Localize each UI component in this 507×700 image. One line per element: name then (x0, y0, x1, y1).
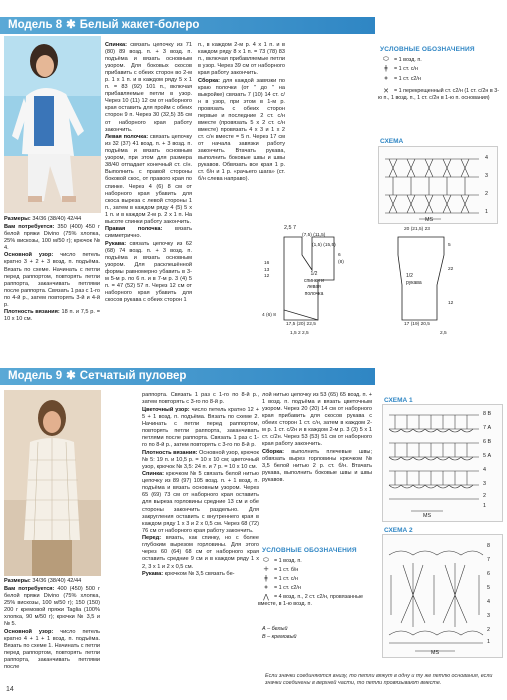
model-8-number: Модель 8 (8, 19, 63, 31)
legend-color-b: В – кремовый (262, 634, 297, 640)
back-label-bottom: 17,5 (20) 22,5 (286, 322, 316, 327)
scheme-row-1: 1 (485, 209, 488, 215)
page-number: 14 (6, 686, 14, 693)
sleeve-label-2-5: 2,5 (440, 331, 447, 336)
legend-crossed: ✕ = 1 перекрещенный ст. с2/н (1 ст. с/2н в 3-ю п., 1 возд. п., 1 ст. с/2н в 1-ю п. основания) (378, 87, 500, 101)
treble-crochet-icon: ⧧ (384, 74, 388, 82)
scheme-2-title: СХЕМА 2 (384, 527, 413, 534)
scheme-row-3: 3 (485, 173, 488, 179)
model-8-banner (0, 17, 375, 34)
model-9-info (4, 578, 100, 684)
scheme-1-row-2: 2 (483, 493, 486, 499)
legend-sc: + = 1 ст. б/н (258, 566, 298, 574)
model-9-legend-title: УСЛОВНЫЕ ОБОЗНАЧЕНИЯ (262, 547, 357, 554)
legend-color-a: А – белый (262, 626, 288, 632)
legend-tr: ⧧ = 1 ст. с2/н (378, 75, 421, 83)
info-sizes: Размеры: 34/36 (38/40) 42/44 (4, 216, 82, 222)
symbol-footnote: Если значки соединяются внизу, то петли вяжут в одну и ту же петлю основания, если значки соединены в верхней части, то петли провязывают вместе. (265, 673, 493, 686)
scheme-2-chart (382, 534, 503, 658)
sleeves-continued: п., в каждом 2-м р. 4 х 1 п. и в каждом ряду 8 х 1 п. = 73 (78) 83 п., включая прибавляемые петли в узор. Через 39 см от наборного края работу закончить. (198, 42, 285, 77)
back-label-neck: 4 (6) 8 (262, 313, 276, 318)
scheme-row-4: 4 (485, 155, 488, 161)
sleeve-label-22: 22 (448, 267, 454, 272)
scheme-2-rapport: МS (431, 650, 440, 656)
scheme-2-row-2: 2 (487, 627, 490, 633)
scheme-1-title: СХЕМА 1 (384, 397, 413, 404)
scheme-2-row-5: 5 (487, 585, 490, 591)
legend-tr: ⧧ = 1 ст. с2/н (258, 584, 301, 592)
model-8-column-2 (105, 42, 192, 338)
asterisk-icon: ✱ (66, 19, 76, 31)
info-sizes: Размеры: 34/36 (38/40) 42/44 (4, 578, 82, 584)
sleeves-instructions: Рукава: связать цепочку из 62 (68) 74 возд. п. + 3 возд. п. подъёма и вязать основным узором. Для расклешённой формы равномерно убавить в 3-м 5-м р. по 6 п. и в 7-м р. 3 (4) 5 п. = 47 (52) 57 п. Через 12 см от наборного края убавить для скосов рукава с обеих сторон 1 (105, 241, 192, 304)
info-gauge: Плотность вязания: 18 п. и 7,5 р. = 10 х 10 см. (4, 309, 100, 323)
chain-stitch-icon: ⬭ (383, 55, 389, 63)
back-instructions: Спинка: крючком № 5 связать белой нитью цепочку из 89 (97) 105 возд. п. + 1 возд. п. подъёма и вязать основным узором. Через 65 (69) 73 см от наборного края оставить для выреза горловины средние 13 см и обе стороны закончить раздельно. Для закругления оставить с внутреннего края в каждом ряду 1 х 3 и 2 х 0,5 см. Через 68 (72) 76 см от наборного края работу закончить. (142, 471, 259, 534)
scheme-1-row-7: 7 А (483, 425, 492, 431)
back-label-hem: 1,5 2 2,5 (290, 331, 309, 336)
single-crochet-icon: + (263, 565, 269, 573)
model-9-banner (0, 368, 375, 385)
assembly-instructions: Сборка: для каждой завязки по краю полочки (от " до " на выкройке) связать 7 (10) 14 ст. с/н в узор, при этом в 1-м р. провязать с обеих сторон первые и последние 2 ст. с/н вместе (провязать 5 х 2 ст. с/н вместе) провязать 4 х 3 и 1 х 2 ст. с/н вместе = 5 п. Через 17 см от начала завязки работу закончить. Втачать рукава, выполнить боковые швы и швы рукавов. Обвязать все края 1 р. ст. б/н и 1 р. «рачьего шага» (ст. б/н слева направо). (198, 77, 285, 183)
sleeve-pattern-title: 1/2 рукава (406, 273, 422, 286)
scheme-1-row-4: 4 (483, 467, 486, 473)
scheme-2-row-1: 1 (487, 639, 490, 645)
scheme-2-row-3: 3 (487, 613, 490, 619)
model-8-back-pattern (262, 225, 377, 343)
model-9-title: Сетчатый пуловер (79, 370, 187, 382)
double-crochet-icon: ǂ (264, 574, 268, 582)
cluster-stitch-icon: ⋀ (263, 593, 269, 601)
left-front-instructions: Левая полочка: связать цепочку из 32 (37) 41 возд. п. + 3 возд. п. подъёма и вязать основным узором, при этом для размера 38/40 отпадает конечный ст. с/н. Выполнить с правой стороны боковой скос, от правого края по спинке. Через 4 (6) 8 см от наборного края убавить для скоса выреза с левой стороны 1 п., затем в каждом ряду 4 (5) 5 х 1 п. и в каждом 2-м р. 2 х 1 п. На высоте спинки работу закончить. (105, 134, 192, 225)
back-label-7: (7,5) (11,5) (302, 233, 326, 238)
flower-pattern: Цветочный узор: число петель кратно 12 + 5 + 1 возд. п. подъёма. Вязать по схеме 2. Начинать с петли перед раппортом, повторять петли раппорта, заканчивать петлями после раппорта. Связать 1 раз с 1-го по 8-й р., затем повторять с 3-го по 8-й р. (142, 406, 259, 448)
model-8-photo (4, 36, 101, 213)
legend-cluster: ⋀ = 4 возд. п., 2 ст. с2/н, провязанные вместе, в 1-ю возд. п. (258, 593, 363, 607)
info-main-pattern: Основной узор: число петель кратно 4 + 1 + 1 возд. п. подъёма. Вязать по схеме 1. Начинать с петли перед раппортом, повторять петли раппорта, заканчивать петлями после (4, 628, 100, 670)
model-9-number: Модель 9 (8, 370, 63, 382)
back-label-top: 2,5 7 (284, 225, 296, 231)
sleeve-label-bottom: 17 (19) 20,5 (404, 322, 430, 327)
back-label-side: 6 (8) (338, 253, 344, 265)
scheme-row-2: 2 (485, 191, 488, 197)
scheme-rapport: МS (425, 217, 434, 223)
model-8-column-3 (198, 42, 285, 222)
model-8-scheme-chart (378, 146, 498, 224)
crossed-stitch-icon: ✕ (383, 87, 389, 95)
back-label-15: (1,5) (15,5) (312, 243, 336, 248)
model-8-scheme-title: СХЕМА (380, 138, 404, 145)
sleeves-instructions: Рукава: крючком № 3,5 связать бе- (142, 571, 235, 578)
legend-chain: ⬭ = 1 возд. п. (378, 56, 422, 64)
scheme-1-chart (382, 404, 503, 522)
model-8-sleeve-pattern (382, 225, 502, 343)
model-8-info (4, 216, 100, 336)
scheme-2-row-7: 7 (487, 557, 490, 563)
back-instructions: Спинка: связать цепочку из 71 (80) 89 возд. п. + 3 возд. п. подъёма и вязать основным узором. Для боковых скосов прибавить с обеих сторон во 2-м р. 1 х 1 п. и в каждом ряду 5 х 1 п. = 83 (92) 101 п., включая прибавляемые петли в узор. Через 10 (11) 12 см от наборного края оставить для пройм с обеих сторон 9 п. Через 30 (32,5) 35 см от наборного края работу закончить. (105, 42, 192, 133)
scheme-2-row-4: 4 (487, 599, 490, 605)
asterisk-icon: ✱ (66, 370, 76, 382)
assembly-instructions: Сборка: выполнить плечевые швы; обвязать вырез горловины крючком № 3,5 белой нитью 2 р. ст. б/н. Втачать рукава, выполнить боковые швы и швы рукавов. (262, 448, 372, 484)
model-9-column-3 (262, 392, 372, 542)
legend-dc: ǂ = 1 ст. с/н (258, 575, 298, 583)
model-9-photo (4, 390, 101, 576)
scheme-1-row-1: 1 (483, 503, 486, 509)
main-pattern-continued: раппорта. Связать 1 раз с 1-го по 8-й р., затем повторять с 3-го по 8-й р. (142, 392, 259, 406)
front-instructions: Перед: вязать, как спинку, но с более глубоким вырезом горловины. Для этого через 60 (64) 68 см от наборного края оставить средние 9 см и в каждом ряду 1 х 2, 3 х 1 и 2 х 0,5 см. (142, 535, 259, 570)
info-materials: Вам потребуется: 400 (450) 500 г белой пряжи Divino (75% хлопка, 25% вискозы, 100 м/50 г); 150 (150) 200 г кремовой пряжи Taglia (100% хлопка, 90 м/50 г); крючки № 3,5 и № 5. (4, 585, 100, 627)
treble-crochet-icon: ⧧ (264, 583, 268, 591)
scheme-2-row-8: 8 (487, 543, 490, 549)
scheme-1-row-3: 3 (483, 481, 486, 487)
right-front-instructions: Правая полочка: вязать симметрично. (105, 226, 192, 240)
scheme-1-rapport: МS (423, 513, 432, 519)
back-pattern-title: 1/2 спинки и левая полочка (304, 271, 324, 297)
scheme-1-row-8: 8 В (483, 411, 492, 417)
scheme-1-row-5: 5 А (483, 453, 492, 459)
scheme-2-row-6: 6 (487, 571, 490, 577)
model-8-title: Белый жакет-болеро (79, 19, 200, 31)
sleeve-label-5: 5 (448, 243, 451, 248)
scheme-1-row-6: 6 В (483, 439, 492, 445)
gauge: Плотность вязания: Основной узор, крючок № 5: 19 п. и 10,5 р. = 10 х 10 см; цветочный узор, крючок № 3,5: 24 п. и 7 р. = 10 х 10 см. (142, 449, 259, 470)
info-materials: Вам потребуется: 350 (400) 450 г белой пряжи Divino (75% хлопка, 25% вискозы, 100 м/50 г); крючок № 4. (4, 223, 100, 251)
info-main-pattern: Основной узор: число петель кратно 3 + 2 + 3 возд. п. подъёма. Вязать по схеме. Начинать с петли перед раппортом, повторять петли раппорта, заканчивать петлями после раппорта. Связать 1 раз с 1-го по 4-й р., затем повторять 3-й и 4-й р. (4, 252, 100, 308)
model-9-column-2 (142, 392, 259, 684)
chain-stitch-icon: ⬭ (263, 556, 269, 564)
model-8-legend-title: УСЛОВНЫЕ ОБОЗНАЧЕНИЯ (380, 46, 475, 53)
legend-chain: ⬭ = 1 возд. п. (258, 557, 302, 565)
back-label-height: 16 13 12 (264, 261, 270, 279)
double-crochet-icon: ǂ (384, 64, 388, 72)
sleeve-label-top: 20 (21,5) 23 (404, 227, 430, 232)
sleeves-continued: лой нитью цепочку из 53 (65) 65 возд. п. + 1 возд. п. подъёма и вязать цветочным узором. Через 20 (20) 14 см от наборного края прибавить для скосов рукава с обеих сторон 1 ст. с/н, затем в каждом 2-м р. 1 ст. с/2н и в каждом 2-м р. 3 (3) 5 х 1 ст. с/2н. Через 53 (53) 51 см от наборного края работу закончить. (262, 392, 372, 448)
legend-dc: ǂ = 1 ст. с/н (378, 65, 418, 73)
sleeve-label-12: 12 (448, 301, 454, 306)
